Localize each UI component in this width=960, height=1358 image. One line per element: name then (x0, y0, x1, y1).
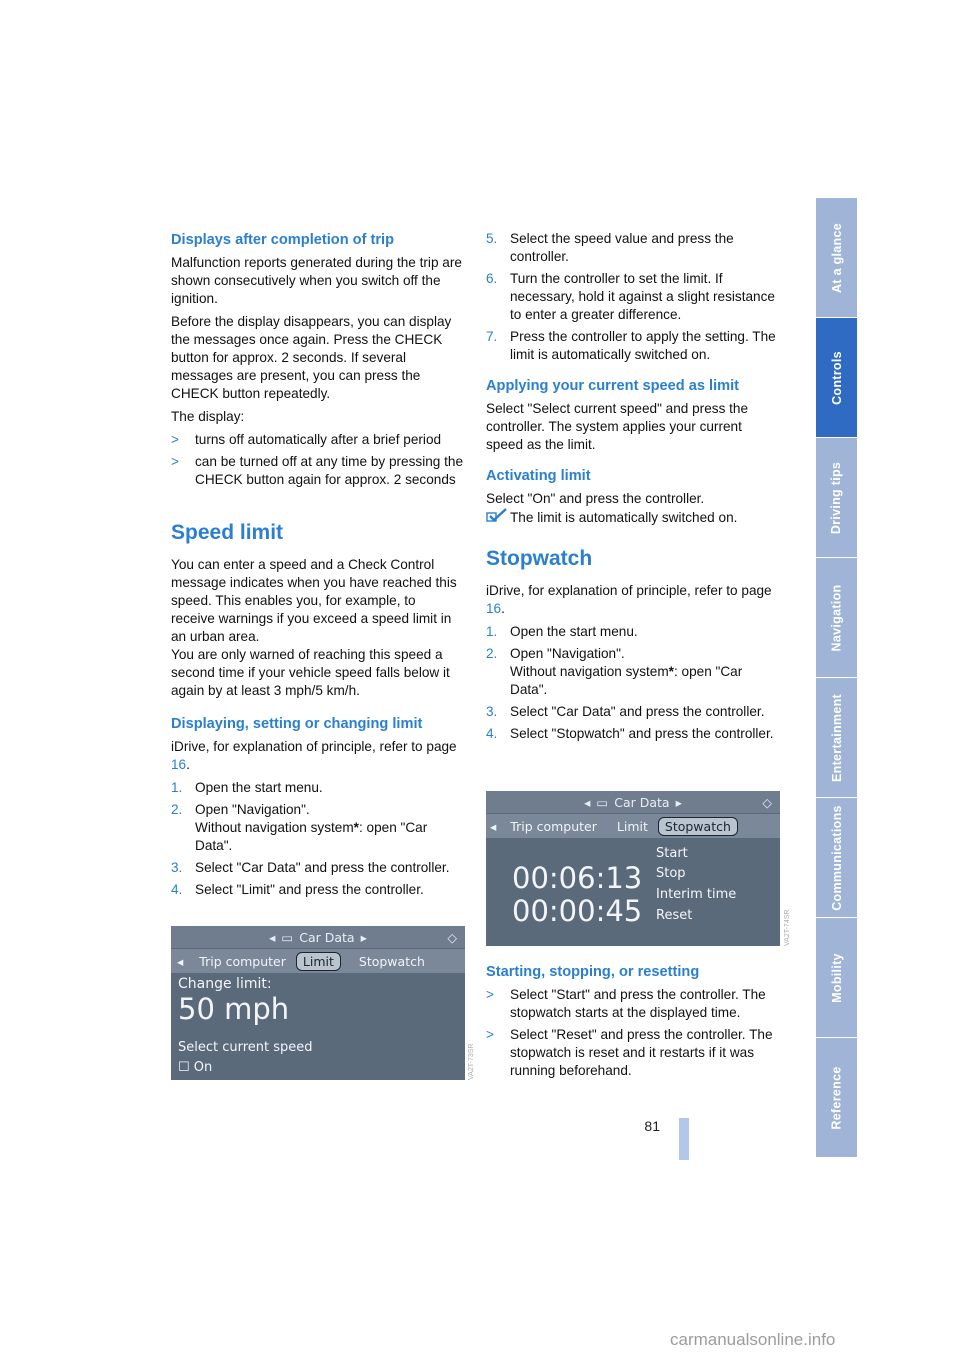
limit-value[interactable]: 50 mph (178, 992, 290, 1026)
screen-top-bar: ◂ ▭ Car Data ▸ ◇ (171, 926, 465, 948)
controller-icon: ◇ (447, 929, 457, 945)
paragraph: The limit is automatically switched on. (486, 508, 782, 527)
list-item: 2. Open "Navigation". Without navigation system*: open "Car Data". (486, 646, 743, 697)
sidebar-tab-driving-tips[interactable]: Driving tips (816, 438, 857, 557)
tab-stopwatch[interactable]: Stopwatch (658, 817, 738, 836)
sidebar-tab-controls[interactable]: Controls (816, 318, 857, 437)
heading-speed-limit: Speed limit (171, 521, 284, 544)
sidebar-tab-navigation[interactable]: Navigation (816, 558, 857, 677)
tab-trip-computer[interactable]: Trip computer (510, 818, 597, 834)
image-code: VA2T-73SR (468, 1043, 475, 1080)
page-number: 81 (644, 1118, 660, 1134)
heading-stopwatch: Stopwatch (486, 547, 593, 570)
list-item: > turns off automatically after a brief period (171, 432, 442, 447)
stopwatch-time-main: 00:06:13 (512, 861, 643, 895)
chevron-left-icon: ◂ (490, 818, 497, 834)
chevron-right-icon: ▸ (675, 794, 682, 810)
heading-displaying-setting-limit: Displaying, setting or changing limit (171, 716, 423, 732)
change-limit-label: Change limit: (178, 976, 272, 992)
page-link[interactable]: 16 (171, 757, 187, 772)
right-column (486, 230, 782, 747)
star-icon: * (353, 820, 359, 835)
sidebar-tab-communications[interactable]: Communications (816, 798, 857, 917)
list-item: 7. Press the controller to apply the setting. The limit is automatically switched on. (486, 329, 776, 362)
star-icon: * (668, 664, 674, 679)
tab-trip-computer[interactable]: Trip computer (199, 953, 286, 969)
paragraph: iDrive, for explanation of principle, refer to page 16. (171, 739, 457, 772)
controller-icon: ◇ (762, 794, 772, 810)
heading-activating-limit: Activating limit (486, 468, 591, 484)
screen-tabs (486, 814, 780, 838)
sidebar-tab-entertainment[interactable]: Entertainment (816, 678, 857, 797)
chevron-left-icon: ◂ (177, 953, 184, 969)
list-item: 3. Select "Car Data" and press the controller. (171, 860, 450, 875)
checkbox-icon: ☐ (178, 1060, 190, 1075)
heading-displays-after-trip: Displays after completion of trip (171, 232, 394, 248)
checkmark-icon (486, 508, 510, 527)
list-item: 5. Select the speed value and press the controller. (486, 231, 734, 264)
paragraph: Select "Select current speed" and press the controller. The system applies your current speed as the limit. (486, 401, 749, 452)
screen-tabs (171, 949, 465, 973)
menu-start[interactable]: Start (656, 846, 688, 861)
paragraph: Before the display disappears, you can display the messages once again. Press the CHECK button for approx. 2 seconds. If several messages are present, you can press the CHECK button repeatedly. (171, 314, 452, 401)
car-data-icon: ▭ (596, 794, 609, 810)
menu-stop[interactable]: Stop (656, 866, 686, 881)
sidebar-tab-reference[interactable]: Reference (816, 1038, 857, 1157)
list-item: 4. Select "Stopwatch" and press the controller. (486, 726, 774, 741)
idrive-screen-stopwatch (486, 791, 780, 946)
list-item: 4. Select "Limit" and press the controller. (171, 882, 424, 897)
list-item: > Select "Start" and press the controller. The stopwatch starts at the displayed time. (486, 987, 766, 1020)
screen-top-bar: ◂ ▭ Car Data ▸ ◇ (486, 791, 780, 813)
footer-watermark: carmanualsonline.info (670, 1330, 836, 1349)
paragraph: You can enter a speed and a Check Control message indicates when you have reached this speed. This enables you, for example, to receive warnings if you exceed a speed limit in an urban area. (171, 557, 457, 644)
select-current-speed-option[interactable]: Select current speed (178, 1040, 313, 1055)
list-item: 3. Select "Car Data" and press the controller. (486, 704, 765, 719)
sidebar-tab-at-a-glance[interactable]: At a glance (816, 198, 857, 317)
paragraph: Select "On" and press the controller. (486, 491, 705, 506)
idrive-screen-limit (171, 926, 465, 1080)
paragraph: Malfunction reports generated during the trip are shown consecutively when you switch off the ignition. (171, 255, 462, 306)
list-item: > can be turned off at any time by pressing the CHECK button again for approx. 2 seconds (171, 454, 464, 487)
paragraph: iDrive, for explanation of principle, refer to page 16. (486, 583, 772, 616)
paragraph: You are only warned of reaching this speed a second time if your vehicle speed falls below it again by at least 3 mph/5 km/h. (171, 647, 450, 698)
page-number-bar (679, 1118, 689, 1160)
list-item: 6. Turn the controller to set the limit. If necessary, hold it against a slight resistance to enter a greater difference. (486, 271, 775, 322)
list-item: > Select "Reset" and press the controller. The stopwatch is reset and it restarts if it was running beforehand. (486, 1027, 773, 1078)
tab-limit[interactable]: Limit (616, 818, 648, 834)
heading-applying-current-speed: Applying your current speed as limit (486, 378, 740, 394)
sidebar-tab-mobility[interactable]: Mobility (816, 918, 857, 1037)
menu-reset[interactable]: Reset (656, 908, 693, 923)
section-sidebar (816, 198, 857, 1160)
list-item: 1. Open the start menu. (171, 780, 323, 795)
heading-starting-stopping-resetting: Starting, stopping, or resetting (486, 964, 700, 980)
list-item: 2. Open "Navigation". Without navigation system*: open "Car Data". (171, 802, 428, 853)
menu-interim-time[interactable]: Interim time (656, 887, 737, 902)
car-data-icon: ▭ (281, 929, 294, 945)
chevron-left-icon: ◂ (584, 794, 591, 810)
right-column-bottom (486, 962, 782, 1084)
tab-limit[interactable]: Limit (296, 952, 341, 971)
paragraph: The display: (171, 409, 245, 424)
chevron-right-icon: ▸ (360, 929, 367, 945)
chevron-left-icon: ◂ (269, 929, 276, 945)
page-link[interactable]: 16 (486, 601, 502, 616)
image-code: VA2T-74SR (784, 909, 791, 946)
tab-stopwatch[interactable]: Stopwatch (358, 953, 425, 969)
left-column (171, 230, 463, 903)
stopwatch-time-interim: 00:00:45 (512, 894, 643, 928)
list-item: 1. Open the start menu. (486, 624, 638, 639)
on-option[interactable]: ☐ On (178, 1060, 213, 1075)
